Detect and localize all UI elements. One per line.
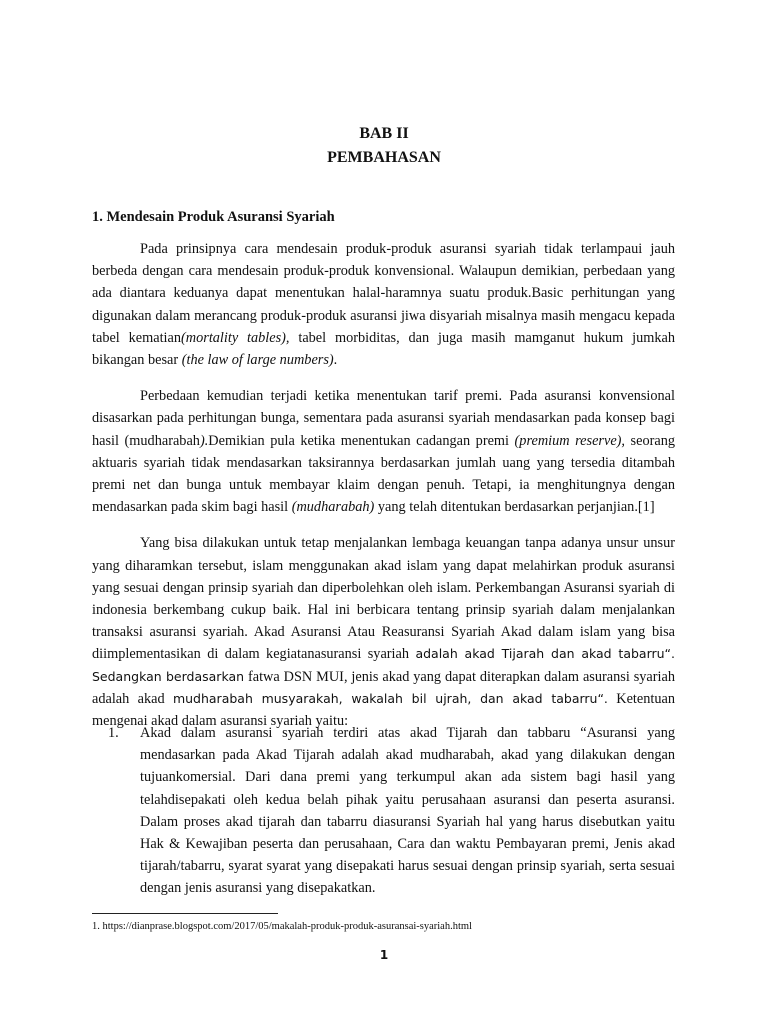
chapter-label: BAB II xyxy=(359,125,409,142)
footnote-divider xyxy=(92,913,278,914)
paragraph-text: seorang aktuaris syariah tidak mendasarkan taksirannya berdasarkan jumlah uang yang tersedia ditambah premi net dan bunga untuk membayar klaim dengan penuh. Tetapi, ia menghitungnya dengan mendasarkan pada skim bagi hasil xyxy=(92,432,675,516)
paragraph-text: Demikian pula ketika menentukan cadangan premi xyxy=(208,432,515,449)
italic-term: ). xyxy=(199,432,209,449)
italic-term: (mudharabah) xyxy=(291,499,375,516)
paragraph-text: fatwa DSN MUI, jenis akad yang dapat diterapkan dalam asuransi syariah adalah akad xyxy=(92,668,675,707)
paragraph-text: tabel morbiditas, dan juga masih mamganut hukum jumkah bikangan besar xyxy=(92,329,675,369)
list-item: Akad dalam asuransi syariah terdiri atas akad Tijarah dan tabbaru “Asuransi yang mendasarkan pada Akad Tijarah adalah akad mudharabah, akad yang dilakukan dengan tujuankomersial. Dari dana premi yang terkumpul akan ada sistem bagi hasil yang telahdisepakati oleh kedua belah pihak yaitu perusahaan asuransi dan peserta asuransi. Dalam proses akad tijarah dan tabarru diasuransi Syariah hal yang harus disebutkan yaitu Hak & Kewajiban peserta dan perusahaan, Cara dan waktu Pembayaran premi, Jenis akad tijarah/tabarru, syarat syarat yang disepakati harus sesuai dengan prinsip syariah, serta sesuai dengan jenis asuransi yang disepakatkan. xyxy=(140,725,675,897)
sans-text: adalah akad Tijarah dan akad tabarru“. Sedangkan berdasarkan xyxy=(92,646,675,684)
list-number: 1. xyxy=(108,725,119,741)
paragraph-3 xyxy=(92,532,675,732)
paragraph-text: . xyxy=(333,352,338,369)
sans-text: mudharabah musyarakah, wakalah bil ujrah, dan akad tabarru“. xyxy=(172,690,608,706)
numbered-list xyxy=(108,722,675,900)
italic-term: (the law of large numbers) xyxy=(181,352,334,369)
paragraph-text: Pada prinsipnya cara mendesain produk-produk asuransi syariah tidak terlampaui jauh berbeda dengan cara mendesain produk-produk konvensional. Walaupun demikian, perbedaan yang ada diantara keduanya dapat menentukan halal-haramnya suatu produk.Basic perhitungan yang digunakan dalam merancang produk-produk asuransi jiwa disyariah misalnya masih mengacu kepada tabel kematian xyxy=(92,241,675,346)
body-text xyxy=(92,238,675,746)
paragraph-text: Yang bisa dilakukan untuk tetap menjalankan lembaga keuangan tanpa adanya unsur unsur yang diharamkan tersebut, islam menggunakan akad islam yang dapat melahirkan produk asuransi yang sesuai dengan prinsip syariah dan diperbolehkan oleh islam. Perkembangan Asuransi syariah di indonesia berkembang cukup baik. Hal ini berbicara tentang prinsip syariah dalam menjalankan transaksi asuransi syariah. Akad Asuransi Atau Reasuransi Syariah Akad dalam islam yang bisa diimplementasikan di dalam kegiatanasuransi syariah xyxy=(92,535,675,663)
paragraph-2 xyxy=(92,385,675,518)
paragraph-1 xyxy=(92,238,675,371)
paragraph-text: Ketentuan mengenai akad dalam asuransi syariah yaitu: xyxy=(92,690,675,730)
paragraph-text: yang telah ditentukan berdasarkan perjanjian.[1] xyxy=(374,499,655,516)
italic-term: (mortality tables), xyxy=(181,329,290,346)
italic-term: (premium reserve), xyxy=(514,432,626,449)
paragraph-text: Perbedaan kemudian terjadi ketika menentukan tarif premi. Pada asuransi konvensional disasarkan pada perhitungan bunga, sementara pada asuransi syariah mendasarkan pada konsep bagi hasil (mudharabah xyxy=(92,388,675,449)
section-heading: 1. Mendesain Produk Asuransi Syariah xyxy=(92,209,335,225)
chapter-heading: PEMBAHASAN xyxy=(327,149,441,166)
footnote: 1. https://dianprase.blogspot.com/2017/05/makalah-produk-produk-asuransai-syariah.html xyxy=(92,921,472,932)
page-number: 1 xyxy=(379,948,389,962)
chapter-title xyxy=(0,122,768,170)
